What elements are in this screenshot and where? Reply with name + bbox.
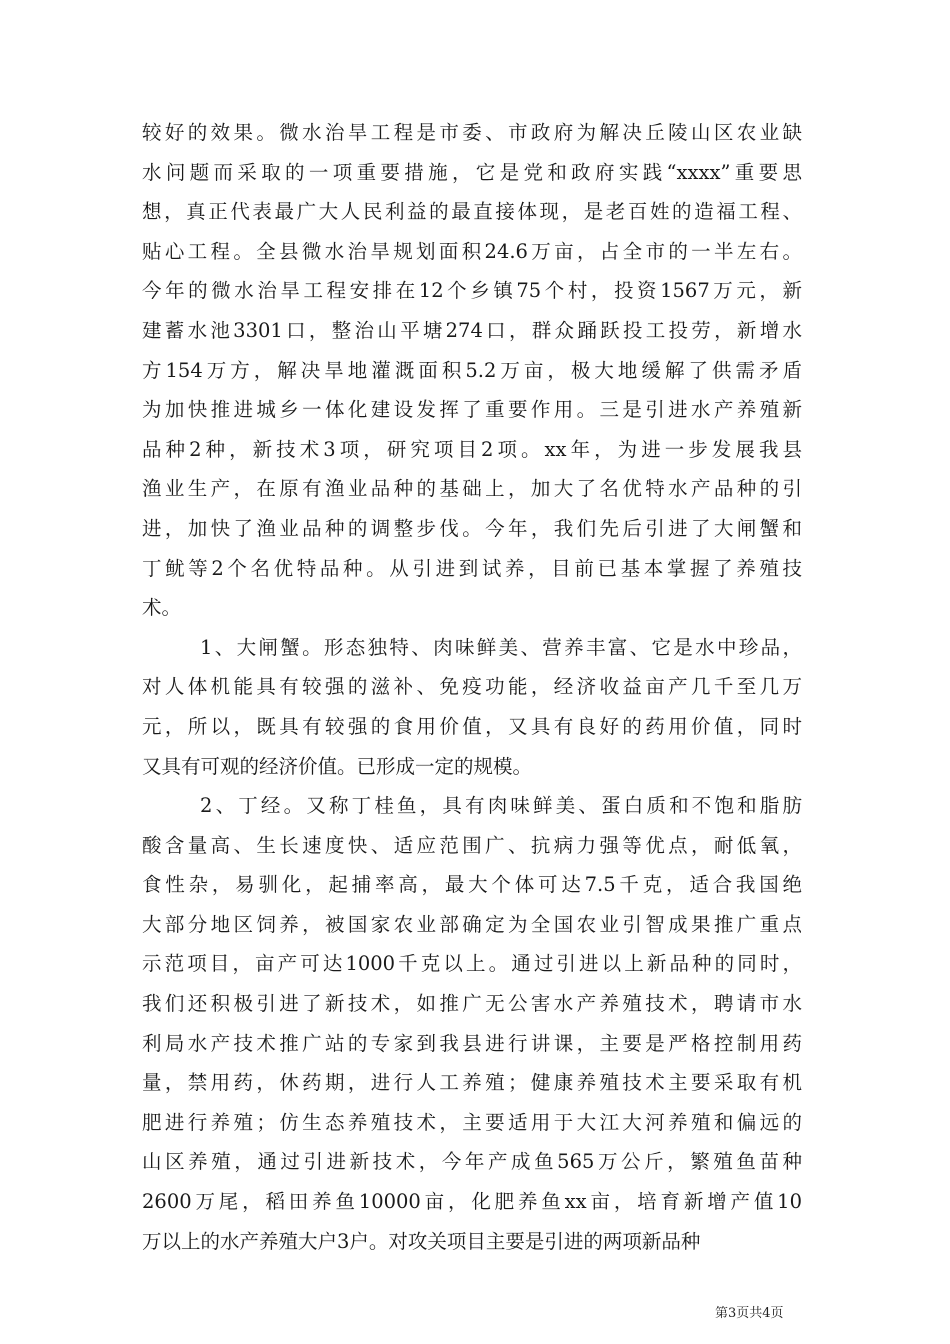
paragraph <box>142 786 802 1261</box>
page-number-footer: 第3页共4页 <box>715 1306 784 1321</box>
text-line: 1、大闸蟹。形态独特、肉味鲜美、营养丰富、它是水中珍品， <box>200 635 802 659</box>
text-line: 为加快推进城乡一体化建设发挥了重要作用。三是引进水产养殖新 <box>142 398 802 422</box>
text-line: 今年的微水治旱工程安排在12个乡镇75个村，投资1567万元，新 <box>142 279 802 303</box>
text-line: 进，加快了渔业品种的调整步伐。今年，我们先后引进了大闸蟹和 <box>142 516 802 540</box>
text-line: 较好的效果。微水治旱工程是市委、市政府为解决丘陵山区农业缺 <box>142 121 802 144</box>
text-line: 方154万方，解决旱地灌溉面积5.2万亩，极大地缓解了供需矛盾 <box>142 358 802 382</box>
text-line: 食性杂，易驯化，起捕率高，最大个体可达7.5千克，适合我国绝 <box>142 873 802 897</box>
text-line: 肥进行养殖；仿生态养殖技术，主要适用于大江大河养殖和偏远的 <box>142 1110 802 1134</box>
text-line: 2600万尾，稻田养鱼10000亩，化肥养鱼xx亩，培育新增产值10 <box>142 1190 802 1214</box>
text-line: 贴心工程。全县微水治旱规划面积24.6万亩，占全市的一半左右。 <box>142 239 802 263</box>
paragraph <box>142 113 802 628</box>
document-body <box>142 113 802 1261</box>
text-line: 术。 <box>142 596 182 620</box>
text-line: 示范项目，亩产可达1000千克以上。通过引进以上新品种的同时， <box>142 952 802 976</box>
text-line: 万以上的水产养殖大户3户。对攻关项目主要是引进的两项新品种 <box>142 1229 701 1253</box>
text-line: 建蓄水池3301口，整治山平塘274口，群众踊跃投工投劳，新增水 <box>142 318 802 342</box>
text-line: 利局水产技术推广站的专家到我县进行讲课，主要是严格控制用药 <box>142 1031 802 1055</box>
text-line: 丁鱿等2个名优特品种。从引进到试养，目前已基本掌握了养殖技 <box>142 556 802 580</box>
text-line: 对人体机能具有较强的滋补、免疫功能，经济收益亩产几千至几万 <box>142 675 802 699</box>
text-line: 2、丁经。又称丁桂鱼，具有肉味鲜美、蛋白质和不饱和脂肪 <box>200 794 802 818</box>
text-line: 想，真正代表最广大人民利益的最直接体现，是老百姓的造福工程、 <box>142 200 802 224</box>
text-line: 品种2种，新技术3项，研究项目2项。xx年，为进一步发展我县 <box>142 437 802 461</box>
text-line: 大部分地区饲养，被国家农业部确定为全国农业引智成果推广重点 <box>142 912 802 936</box>
paragraph <box>142 628 802 786</box>
text-line: 渔业生产，在原有渔业品种的基础上，加大了名优特水产品种的引 <box>142 477 802 501</box>
text-line: 酸含量高、生长速度快、适应范围广、抗病力强等优点，耐低氧， <box>142 833 802 857</box>
text-line: 水问题而采取的一项重要措施，它是党和政府实践“xxxx”重要思 <box>142 160 802 184</box>
text-line: 我们还积极引进了新技术，如推广无公害水产养殖技术，聘请市水 <box>142 992 802 1016</box>
text-line: 山区养殖，通过引进新技术，今年产成鱼565万公斤，繁殖鱼苗种 <box>142 1150 802 1174</box>
text-line: 又具有可观的经济价值。已形成一定的规模。 <box>142 754 533 778</box>
text-line: 元，所以，既具有较强的食用价值，又具有良好的药用价值，同时 <box>142 714 802 738</box>
text-line: 量，禁用药，休药期，进行人工养殖；健康养殖技术主要采取有机 <box>142 1071 802 1095</box>
